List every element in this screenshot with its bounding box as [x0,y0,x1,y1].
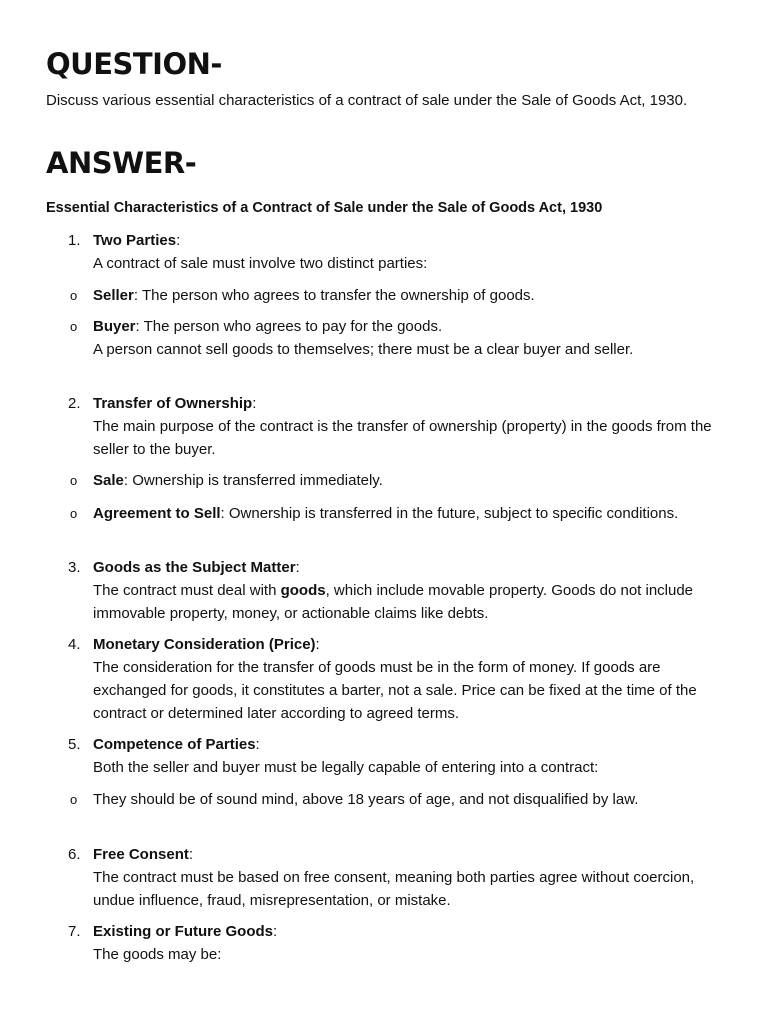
item-number: 5. [68,736,81,753]
item-text: The goods may be: [93,946,222,963]
item-text: Both the seller and buyer must be legally capable of entering into a contract: [93,759,599,776]
item-text-after: , which include movable property. Goods do not include immovable property, money, or actionable claims like debts. [93,582,694,622]
colon: : [273,923,278,940]
item-text-bold: goods [280,582,326,599]
item-number: 2. [68,395,81,412]
item-title: Competence of Parties [93,736,256,753]
item-text: The consideration for the transfer of goods must be in the form of money. If goods are exchanged for goods, it constitutes a barter, not a sale. Price can be fixed at the time of the contract or determined later according to agreed terms. [93,659,697,722]
bullet-extra-text: A person cannot sell goods to themselves; there must be a clear buyer and seller. [93,341,634,358]
answer-subtitle: Essential Characteristics of a Contract of Sale under the Sale of Goods Act, 1930 [46,200,603,216]
bullet-item [70,502,720,525]
colon: : [176,232,181,249]
colon: : [255,736,260,753]
item-title: Free Consent [93,846,189,863]
item-number: 6. [68,846,81,863]
bullet-circle-icon: o [70,288,78,303]
bullet-text: : Ownership is transferred in the future, subject to specific conditions. [220,505,679,522]
colon: : [188,846,194,863]
bullet-label: Sale [93,472,124,489]
list-item-7 [46,920,726,966]
bullet-item [70,788,720,811]
item-title: Existing or Future Goods [93,923,274,940]
bullet-text: : The person who agrees to pay for the goods. [135,318,443,335]
bullet-circle-icon: o [70,319,78,334]
bullet-item [70,284,720,307]
bullet-text: : Ownership is transferred immediately. [123,472,383,489]
list-item-5 [46,733,726,779]
question-text: Discuss various essential characteristics of a contract of sale under the Sale of Goods Act, 1930. [46,92,688,109]
item-title: Two Parties [93,232,177,249]
list-item-2 [46,392,726,461]
bullet-item [70,315,720,361]
item-text: A contract of sale must involve two distinct parties: [93,255,428,272]
item-number: 7. [68,923,81,940]
bullet-item [70,469,720,492]
item-text: The contract must be based on free consent, meaning both parties agree without coercion, undue influence, fraud, misrepresentation, or mistake. [93,869,695,909]
list-item-4 [46,633,726,725]
item-title: Monetary Consideration (Price) [93,636,316,653]
bullet-label: Seller [93,287,134,304]
item-text: The main purpose of the contract is the transfer of ownership (property) in the goods from the seller to the buyer. [93,418,712,458]
item-number: 4. [68,636,81,653]
answer-heading: ANSWER- [46,146,197,180]
item-number: 1. [68,232,81,249]
colon: : [295,559,300,576]
item-text-before: The contract must deal with [93,582,281,599]
bullet-text: : The person who agrees to transfer the ownership of goods. [133,287,535,304]
bullet-circle-icon: o [70,506,78,521]
bullet-circle-icon: o [70,473,78,488]
list-item-6 [46,843,726,912]
item-title: Goods as the Subject Matter [93,559,296,576]
bullet-label: Buyer [93,318,136,335]
item-number: 3. [68,559,81,576]
colon: : [252,395,257,412]
list-item-1 [46,229,726,275]
bullet-text: They should be of sound mind, above 18 years of age, and not disqualified by law. [93,791,639,808]
colon: : [315,636,320,653]
item-title: Transfer of Ownership [93,395,253,412]
question-heading: QUESTION- [46,47,222,81]
list-item-3 [46,556,726,625]
bullet-circle-icon: o [70,792,78,807]
bullet-label: Agreement to Sell [93,505,221,522]
